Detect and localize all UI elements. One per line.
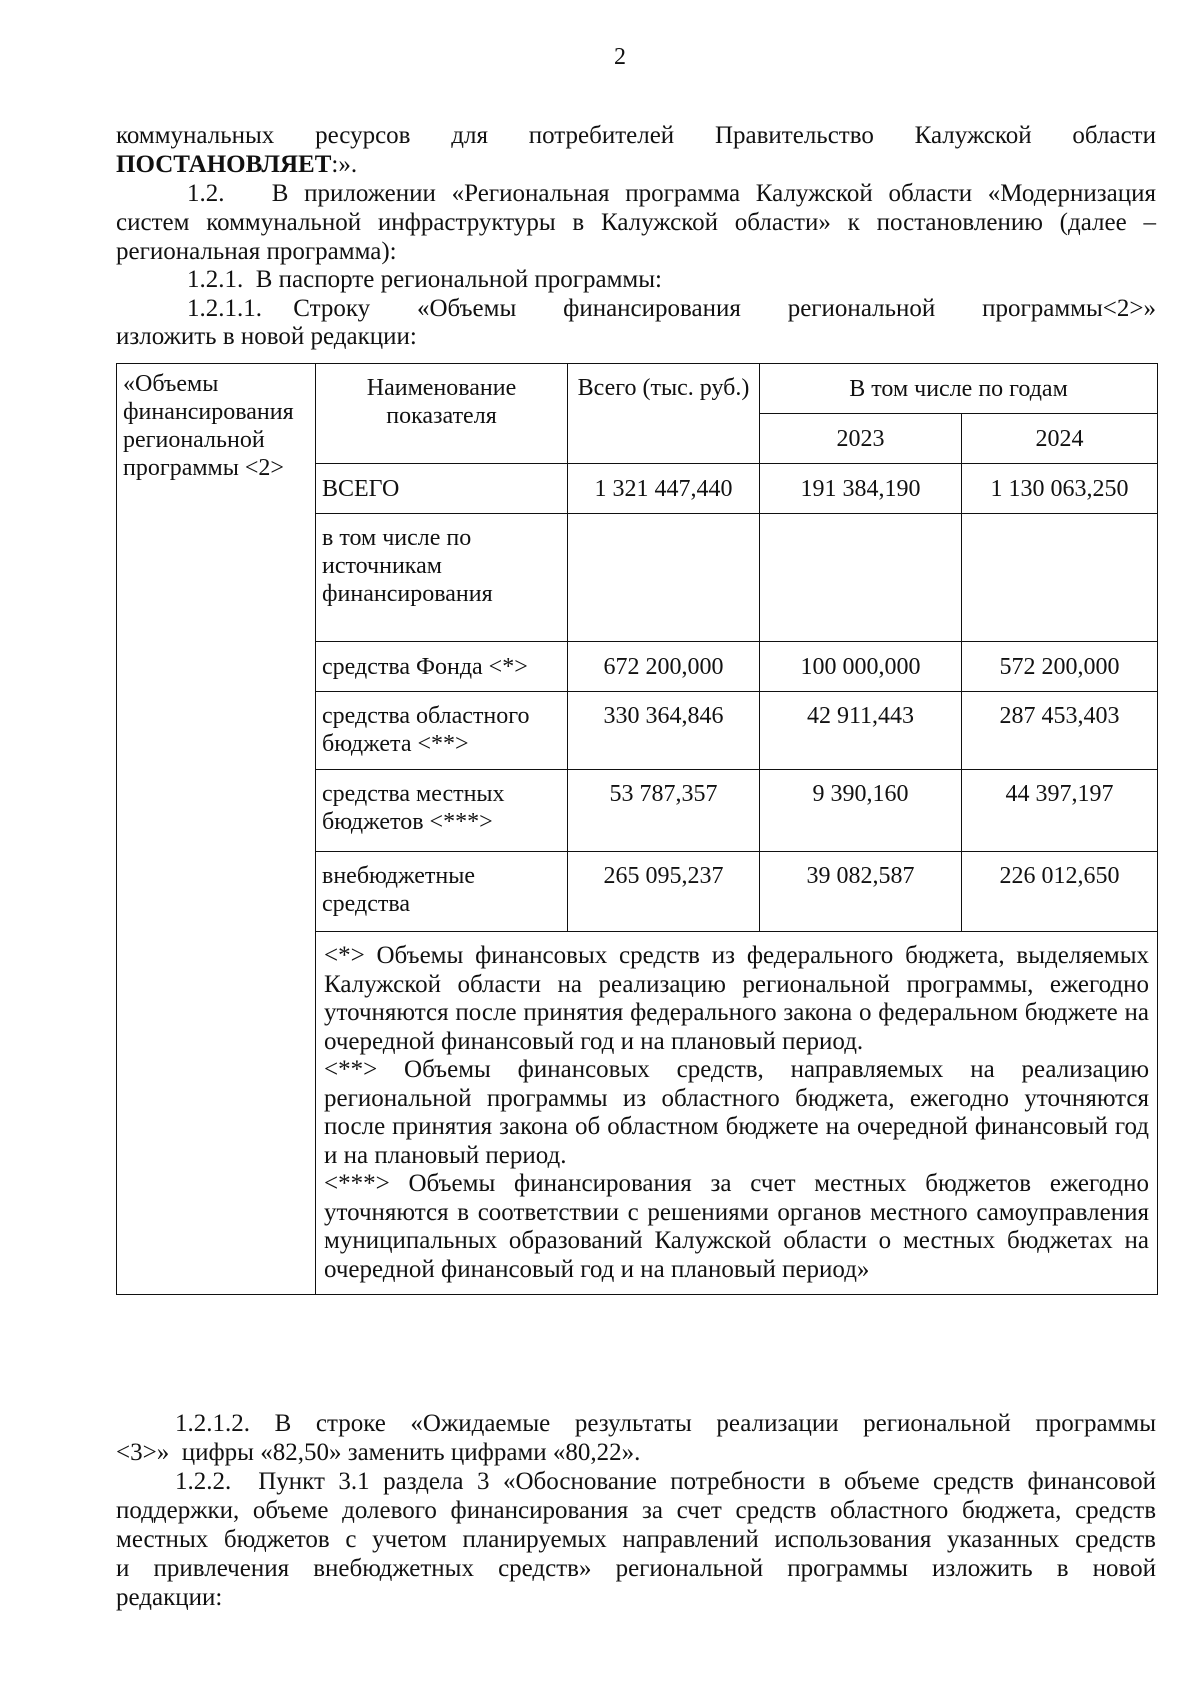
row-year-1: 191 384,190 (760, 464, 962, 514)
row-total: 1 321 447,440 (568, 464, 760, 514)
row-name: средства областного бюджета <**> (316, 692, 568, 770)
row-total (568, 514, 760, 642)
row-year-1: 42 911,443 (760, 692, 962, 770)
p1211-line-2: изложить в новой редакции: (116, 323, 417, 350)
intro-word: для (451, 122, 488, 149)
intro-line-2 (116, 151, 357, 180)
row-total: 265 095,237 (568, 852, 760, 932)
row-year-2: 287 453,403 (962, 692, 1158, 770)
intro-word: ресурсов (315, 122, 411, 149)
intro-word: коммунальных (116, 122, 275, 149)
header-years: В том числе по годам (760, 364, 1158, 414)
row-total: 53 787,357 (568, 770, 760, 852)
row-year-2 (962, 514, 1158, 642)
row-year-1: 9 390,160 (760, 770, 962, 852)
p122-line-1: 1.2.2. Пункт 3.1 раздела 3 «Обоснование потребности в объеме средств финансовой (175, 1468, 1156, 1495)
header-name: Наименование показателя (316, 364, 568, 464)
decree-word: ПОСТАНОВЛЯЕТ (116, 151, 332, 178)
intro-word: потребителей (528, 122, 675, 149)
row-name: средства местных бюджетов <***> (316, 770, 568, 852)
intro-word: Правительство (714, 122, 874, 149)
p122-line-4: и привлечения внебюджетных средств» региональной программы изложить в новой (116, 1555, 1156, 1582)
footnote-3: <***> Объемы финансирования за счет местных бюджетов ежегодно уточняются в соответствии с решениями органов местного самоуправления муниципальных образований Калужской области о местных бюджетах на очередной финансовый год и на плановый период» (324, 1170, 1149, 1283)
row-name: в том числе по источникам финансирования (316, 514, 568, 642)
left-label: «Объемы финансирования региональной программы <2> (123, 371, 294, 481)
row-year-2: 572 200,000 (962, 642, 1158, 692)
left-label-cell (117, 364, 316, 1295)
intro-word: Калужской (914, 122, 1032, 149)
row-year-1 (760, 514, 962, 642)
p122-line-2: поддержки, объеме долевого финансирования за счет средств областного бюджета, средств (116, 1497, 1156, 1524)
row-year-1: 100 000,000 (760, 642, 962, 692)
financing-table (116, 363, 1158, 1295)
intro-word: области (1072, 122, 1156, 149)
row-year-1: 39 082,587 (760, 852, 962, 932)
page-number: 2 (614, 44, 626, 70)
header-year-1: 2023 (760, 414, 962, 464)
header-total: Всего (тыс. руб.) (568, 364, 760, 464)
decree-tail: :». (331, 151, 358, 178)
row-total: 330 364,846 (568, 692, 760, 770)
p12-line-2: систем коммунальной инфраструктуры в Калужской области» к постановлению (далее – (116, 209, 1156, 236)
notes-cell (316, 932, 1158, 1295)
row-total: 672 200,000 (568, 642, 760, 692)
p12-line-1: 1.2. В приложении «Региональная программа Калужской области «Модернизация (187, 180, 1156, 207)
p1211-line-1: 1.2.1.1. Строку «Объемы финансирования региональной программы<2>» (187, 295, 1156, 322)
p122-line-5: редакции: (116, 1584, 223, 1611)
footnotes (324, 938, 1149, 1288)
p122-line-3: местных бюджетов с учетом планируемых направлений использования указанных средств (116, 1526, 1156, 1553)
p121: 1.2.1. В паспорте региональной программы: (187, 266, 662, 293)
p1212-line-2: <3>» цифры «82,50» заменить цифрами «80,22». (116, 1439, 641, 1466)
row-name: средства Фонда <*> (316, 642, 568, 692)
row-year-2: 1 130 063,250 (962, 464, 1158, 514)
row-year-2: 44 397,197 (962, 770, 1158, 852)
p1212-line-1: 1.2.1.2. В строке «Ожидаемые результаты реализации региональной программы (175, 1410, 1156, 1437)
footnote-1: <*> Объемы финансовых средств из федерального бюджета, выделяемых Калужской области на реализацию региональной программы, ежегодно уточняются после принятия федерального закона о федеральном бюджете на очередной финансовый год и на плановый период. (324, 942, 1149, 1055)
p12-line-3: региональная программа): (116, 238, 397, 265)
row-name: внебюджетные средства (316, 852, 568, 932)
row-year-2: 226 012,650 (962, 852, 1158, 932)
intro-line-1 (116, 122, 1156, 151)
footnote-2: <**> Объемы финансовых средств, направляемых на реализацию региональной программы из областного бюджета, ежегодно уточняются после принятия закона об областном бюджете на очередной финансовый год и на плановый период. (324, 1056, 1149, 1169)
header-year-2: 2024 (962, 414, 1158, 464)
row-name: ВСЕГО (316, 464, 568, 514)
